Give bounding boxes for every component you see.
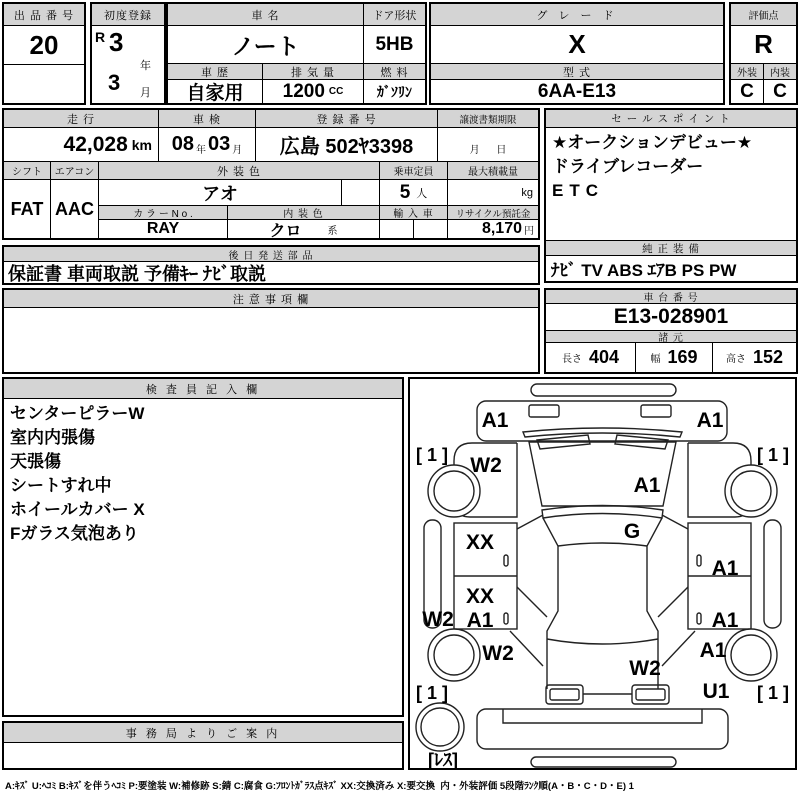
sales-point-lines: [546, 128, 800, 246]
shift-label: シフト: [4, 162, 51, 180]
damage-code: W2: [470, 454, 502, 477]
office-info-value: [4, 743, 402, 768]
fuel-value: ｶﾞｿﾘﾝ: [377, 83, 412, 100]
sales-point-line: ETC: [552, 181, 604, 200]
max-load-label: 最大積載量: [448, 162, 538, 180]
registration-no-value: 広島 502ﾔ3398: [256, 128, 438, 162]
cowl-band: [542, 506, 663, 519]
fuel-label: 燃 料: [364, 64, 425, 80]
door-shape-value: 5HB: [364, 26, 425, 64]
exterior-color-label: 外 装 色: [99, 162, 380, 180]
exterior-color-value: アオ: [99, 180, 342, 206]
spec-length-value: 404: [588, 347, 620, 367]
recycle-deposit-unit: 円: [524, 225, 534, 237]
damage-code: A1: [711, 609, 739, 632]
auction-no-label: 出 品 番 号: [4, 4, 84, 26]
door-handle-right-front: [697, 555, 701, 566]
spare-tire-mark: [ﾚｽ]: [428, 750, 458, 768]
office-info-box: [2, 721, 404, 770]
damage-code: A1: [696, 409, 724, 432]
sales-point-label: セ ー ル ス ポ イ ン ト: [546, 110, 796, 128]
footer-legend: A:ｷｽﾞ U:ﾍｺﾐ B:ｷｽﾞを伴うﾍｺﾐ P:要塗装 W:補修跡 S:錆 C:腐食 G:ﾌﾛﾝﾄｶﾞﾗｽ点ｷｽﾞ XX:交換済み X:要交換 内・外装評価 5段階ﾗﾝｸ順(A・B・C・D・E) 1: [5, 781, 634, 792]
score-label: 評価点: [731, 4, 796, 26]
color-no-label: カ ラ ー N o .: [99, 206, 228, 220]
inspector-notes-box: [2, 377, 404, 717]
chassis-no-value: E13-028901: [613, 305, 729, 328]
score-box: [729, 2, 798, 105]
history-value: 自家用: [168, 80, 263, 103]
office-info-label: 事 務 局 よ り ご 案 内: [4, 723, 402, 743]
auction-no-empty-cell: [4, 64, 84, 103]
inspector-note-line: Fガラス気泡あり: [10, 524, 139, 543]
damage-code: A1: [633, 474, 661, 497]
reg-month: 3: [108, 70, 121, 95]
unfold-line: [662, 515, 688, 529]
taillight-left: [546, 685, 583, 704]
mileage-table: [2, 108, 540, 240]
cowl-top: [523, 428, 682, 437]
aircon-label: エアコン: [51, 162, 99, 180]
reg-year-unit: 年: [140, 60, 151, 72]
exterior-grade-label: 外装: [731, 64, 764, 80]
inspection-value: [159, 128, 256, 162]
rear-bumper: [477, 709, 728, 749]
transfer-deadline-label: 譲渡書類期限: [438, 110, 538, 128]
transfer-deadline-value: 月 日: [438, 128, 538, 162]
spec-width: [636, 343, 713, 372]
registration-no-label: 登 録 番 号: [256, 110, 438, 128]
inspector-note-line: センターピラーW: [10, 404, 145, 423]
interior-color-label: 内 装 色: [228, 206, 380, 220]
roof-front-edge: [558, 543, 647, 546]
unfold-line: [517, 587, 547, 617]
unfold-line: [510, 631, 543, 666]
capacity-label: 乗車定員: [380, 162, 448, 180]
spec-width-value: 169: [667, 347, 698, 367]
mileage-value: [4, 128, 159, 162]
displacement-label: 排 気 量: [263, 64, 364, 80]
inspection-year-unit: 年: [196, 145, 206, 156]
color-no-value: RAY: [99, 220, 228, 238]
rear-window-edge: [547, 639, 658, 644]
exterior-grade-value: C: [731, 80, 764, 103]
later-shipping-label: 後 日 発 送 部 品: [4, 247, 538, 262]
reg-month-unit: 月: [140, 87, 151, 99]
spec-height: [713, 343, 796, 372]
grade-box: [429, 2, 725, 105]
grade-value: X: [431, 26, 723, 64]
notes-box: [2, 288, 540, 374]
first-registration-value: [92, 26, 164, 103]
inspector-note-line: シートすれ中: [10, 476, 112, 495]
damage-code: XX: [465, 585, 495, 608]
door-shape-label: ドア形状: [364, 4, 425, 26]
damage-code: A1: [466, 609, 494, 632]
damage-code: A1: [481, 409, 509, 432]
car-diagram: [410, 379, 795, 768]
tire-mark: [ 1 ]: [756, 445, 790, 465]
tire-mark: [ 1 ]: [415, 683, 449, 703]
headlight-right: [641, 405, 671, 417]
door-handle-left-front: [504, 555, 508, 566]
chassis-no-label: 車 台 番 号: [546, 290, 796, 304]
inspector-note-line: 天張傷: [10, 452, 61, 471]
displacement-number: 1200: [282, 80, 325, 102]
tire-mark: [ 1 ]: [415, 445, 449, 465]
damage-code: A1: [711, 557, 739, 580]
taillight-right-inner: [636, 689, 665, 700]
inspection-year: 08: [171, 133, 194, 155]
inspection-month-unit: 月: [232, 145, 243, 156]
max-load-value: kg: [448, 180, 538, 206]
inspector-notes-lines: [4, 399, 414, 721]
displacement-unit: CC: [328, 86, 344, 97]
damage-code: W2: [629, 657, 661, 680]
inspector-note-line: 室内内張傷: [10, 428, 95, 447]
damage-code: W2: [422, 608, 454, 631]
spec-height-label: 高さ: [725, 354, 746, 365]
capacity-unit: 人: [416, 187, 428, 200]
sales-point-box: [544, 108, 798, 283]
score-value: R: [731, 26, 796, 64]
capacity-value: [380, 180, 448, 206]
unfold-line: [517, 515, 543, 529]
damage-code: G: [623, 520, 641, 543]
recycle-deposit-label: リサイクル預託金: [448, 206, 538, 220]
recycle-deposit-value: [448, 220, 538, 238]
spare-tire-inner: [421, 708, 459, 746]
inspection-month: 03: [208, 133, 231, 155]
auction-no-box: [2, 2, 86, 105]
interior-grade-value: C: [773, 80, 787, 102]
inspector-notes-label: 検 査 員 記 入 欄: [4, 379, 402, 399]
capacity-number: 5: [399, 181, 411, 203]
damage-diagram-box: [408, 377, 797, 770]
interior-color-value: [228, 220, 380, 238]
import-car-label: 輸 入 車: [380, 206, 448, 220]
hood-panel: [477, 401, 727, 441]
later-shipping-box: [2, 245, 540, 285]
notes-value: [4, 308, 538, 372]
spec-length: [546, 343, 636, 372]
sales-point-line: ドライブレコーダー: [552, 157, 704, 176]
cabin-left-edge: [543, 518, 558, 689]
spec-length-label: 長さ: [561, 354, 582, 365]
auction-no-value: 20: [29, 29, 59, 60]
shift-value: FAT: [4, 180, 51, 238]
import-car-empty-cell-2: [414, 220, 448, 238]
rear-bumper-step: [503, 709, 702, 723]
model-code-value: 6AA-E13: [537, 80, 617, 102]
exterior-color-empty-cell: [342, 180, 380, 206]
interior-color-name: クロ: [269, 222, 302, 238]
mileage-number: 42,028: [63, 132, 128, 156]
car-name-label: 車 名: [168, 4, 364, 26]
inspector-note-line: ホイールカバー X: [10, 500, 145, 519]
oem-equipment-value: ﾅﾋﾞ TV ABS ｴｱB PS PW: [551, 261, 737, 280]
car-name-box: [166, 2, 427, 105]
interior-grade-label: 内装: [764, 64, 796, 80]
first-registration-label: 初度登録: [92, 4, 164, 26]
import-car-empty-cell-1: [380, 220, 414, 238]
mileage-label: 走 行: [4, 110, 159, 128]
sales-point-line: ★オークションデビュー★: [552, 133, 753, 152]
side-sill-right: [764, 520, 781, 628]
inspection-label: 車 検: [159, 110, 256, 128]
interior-color-suffix: 系: [327, 225, 338, 237]
door-handle-left-rear: [504, 613, 508, 624]
history-label: 車 歴: [168, 64, 263, 80]
grade-label: グ レ ー ド: [431, 4, 723, 26]
damage-code: XX: [465, 531, 495, 554]
unfold-line: [658, 587, 688, 617]
rear-bottom-bar: [531, 757, 676, 767]
first-registration-box: [90, 2, 166, 105]
damage-code: U1: [702, 680, 730, 703]
recycle-deposit-number: 8,170: [481, 220, 522, 237]
notes-label: 注 意 事 項 欄: [4, 290, 538, 308]
tire-mark: [ 1 ]: [756, 683, 790, 703]
specs-label: 諸 元: [546, 330, 796, 343]
spec-height-value: 152: [752, 347, 784, 367]
damage-code: W2: [482, 642, 514, 665]
later-shipping-value: 保証書 車両取説 予備ｷｰ ﾅﾋﾞ取説: [8, 263, 267, 283]
chassis-specs-box: [544, 288, 798, 374]
aircon-value: AAC: [51, 180, 99, 238]
damage-code: A1: [699, 639, 727, 662]
headlight-left: [529, 405, 559, 417]
displacement-value: [263, 80, 364, 103]
mileage-unit: km: [131, 136, 152, 153]
car-name-value: ノート: [168, 26, 364, 64]
front-bumper: [531, 384, 676, 396]
door-handle-right-rear: [697, 613, 701, 624]
unfold-line: [662, 631, 695, 666]
taillight-left-inner: [550, 689, 579, 700]
model-code-label: 型 式: [431, 64, 723, 80]
oem-equipment-label: 純 正 装 備: [546, 240, 796, 256]
taillight-right: [632, 685, 669, 704]
era-code: R: [95, 29, 106, 45]
spare-tire: [416, 703, 464, 751]
reg-year: 3: [109, 27, 124, 57]
spec-width-label: 幅: [650, 354, 661, 365]
